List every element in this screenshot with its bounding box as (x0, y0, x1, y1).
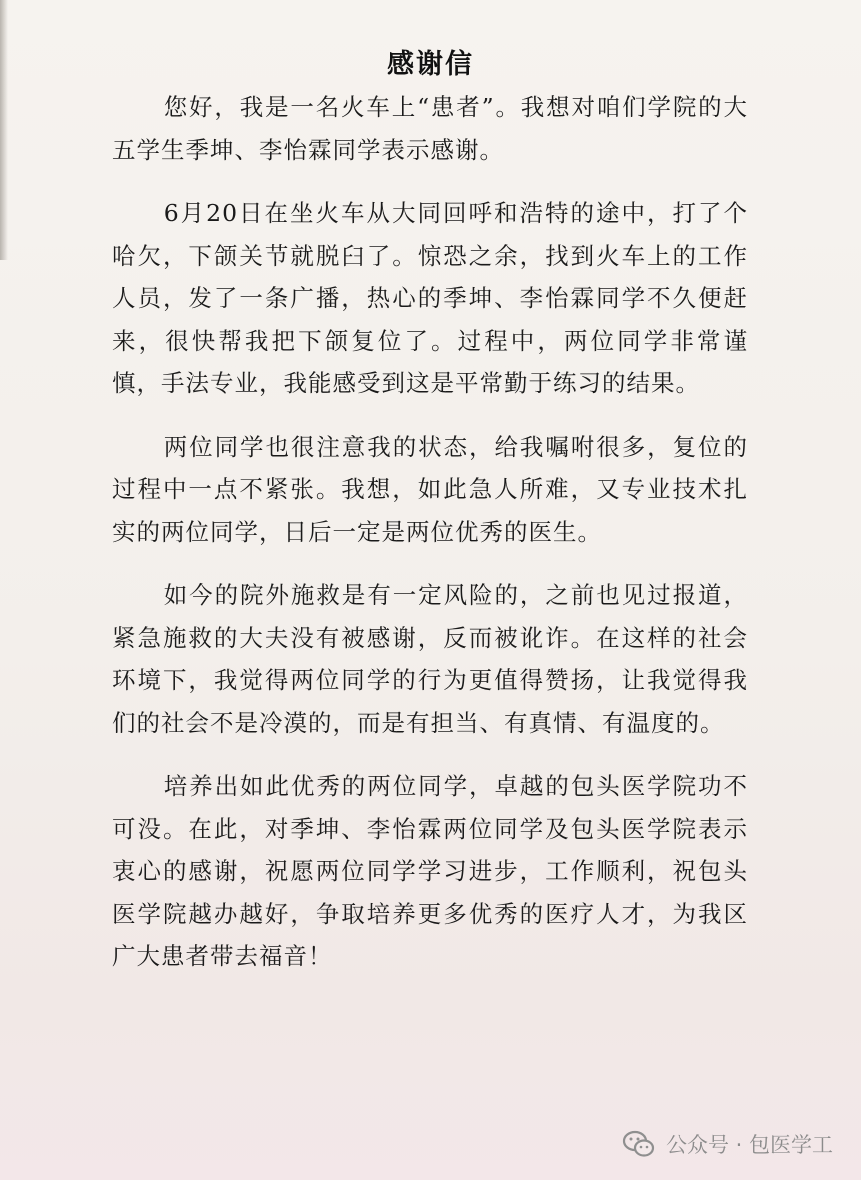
letter-title: 感谢信 (387, 49, 474, 80)
paragraph-care: 两位同学也很注意我的状态，给我嘱咐很多，复位的过程中一点不紧张。我想，如此急人所难，又专业技术扎实的两位同学，日后一定是两位优秀的医生。 (112, 432, 748, 546)
paragraph-greeting: 您好，我是一名火车上“患者”。我想对咱们学院的大五学生季坤、李怡霖同学表示感谢。 (112, 93, 748, 164)
paragraph-society: 如今的院外施救是有一定风险的，之前也见过报道，紧急施救的大夫没有被感谢，反而被讹诈。在这样的社会环境下，我觉得两位同学的行为更值得赞扬，让我觉得我们的社会不是冷漠的，而是有担当、有真情、有温度的。 (112, 581, 748, 737)
watermark-text: 公众号 · 包医学工 (665, 1133, 833, 1157)
wechat-watermark (622, 1124, 833, 1164)
letter-body (112, 86, 748, 999)
page-edge-shadow (0, 0, 8, 260)
wechat-official-account-icon (622, 1129, 656, 1159)
paragraph-incident: 6月20日在坐火车从大同回呼和浩特的途中，打了个哈欠，下颌关节就脱臼了。惊恐之余，找到火车上的工作人员，发了一条广播，热心的季坤、李怡霖同学不久便赶来，很快帮我把下颌复位了。过程中，两位同学非常谨慎，手法专业，我能感受到这是平常勤于练习的结果。 (112, 199, 748, 397)
paragraph-thanks: 培养出如此优秀的两位同学，卓越的包头医学院功不可没。在此，对季坤、李怡霖两位同学及包头医学院表示衷心的感谢，祝愿两位同学学习进步，工作顺利，祝包头医学院越办越好，争取培养更多优秀的医疗人才，为我区广大患者带去福音！ (112, 772, 748, 970)
